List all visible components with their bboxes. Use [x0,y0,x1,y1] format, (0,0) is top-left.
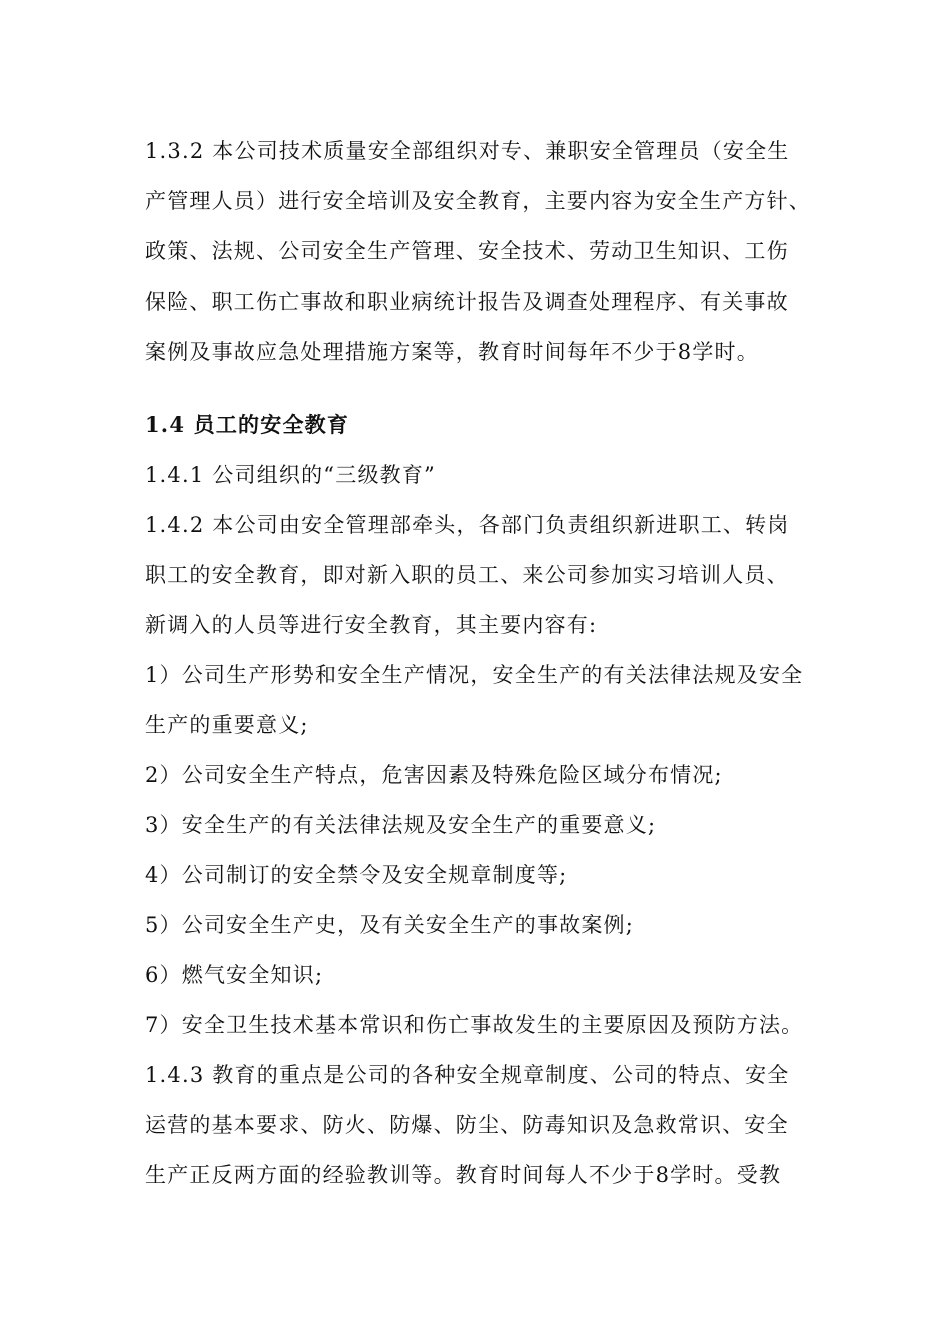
list-item-7: 7）安全卫生技术基本常识和伤亡事故发生的主要原因及预防方法。 [145,1013,804,1037]
paragraph-1-3-2-line-2: 产管理人员）进行安全培训及安全教育，主要内容为安全生产方针、 [145,189,811,213]
paragraph-1-4-2-line-2: 职工的安全教育，即对新入职的员工、来公司参加实习培训人员、 [145,563,789,587]
list-item-3: 3）安全生产的有关法律法规及安全生产的重要意义; [145,813,657,837]
paragraph-1-4-2-line-1: 1.4.2 本公司由安全管理部牵头，各部门负责组织新进职工、转岗 [145,513,790,537]
list-item-5: 5）公司安全生产史，及有关安全生产的事故案例; [145,913,635,937]
list-item-6: 6）燃气安全知识; [145,963,324,987]
paragraph-1-4-2-line-3: 新调入的人员等进行安全教育，其主要内容有: [145,613,598,637]
list-item-4: 4）公司制订的安全禁令及安全规章制度等; [145,863,568,887]
paragraph-1-3-2-line-3: 政策、法规、公司安全生产管理、安全技术、劳动卫生知识、工伤 [145,239,789,263]
paragraph-1-3-2-line-5: 案例及事故应急处理措施方案等，教育时间每年不少于8学时。 [145,340,759,364]
paragraph-1-3-2-line-1: 1.3.2 本公司技术质量安全部组织对专、兼职安全管理员（安全生 [145,139,790,163]
list-item-2: 2）公司安全生产特点，危害因素及特殊危险区域分布情况; [145,763,723,787]
paragraph-1-4-3-line-2: 运营的基本要求、防火、防爆、防尘、防毒知识及急救常识、安全 [145,1113,789,1137]
list-item-1-line-2: 生产的重要意义; [145,713,309,737]
paragraph-1-4-1: 1.4.1 公司组织的“三级教育” [145,463,436,487]
section-heading-1-4: 1.4 员工的安全教育 [145,412,350,437]
paragraph-1-3-2-line-4: 保险、职工伤亡事故和职业病统计报告及调查处理程序、有关事故 [145,290,789,314]
list-item-1-line-1: 1）公司生产形势和安全生产情况，安全生产的有关法律法规及安全 [145,663,804,687]
paragraph-1-4-3-line-1: 1.4.3 教育的重点是公司的各种安全规章制度、公司的特点、安全 [145,1063,790,1087]
paragraph-1-4-3-line-3: 生产正反两方面的经验教训等。教育时间每人不少于8学时。受教 [145,1163,782,1187]
